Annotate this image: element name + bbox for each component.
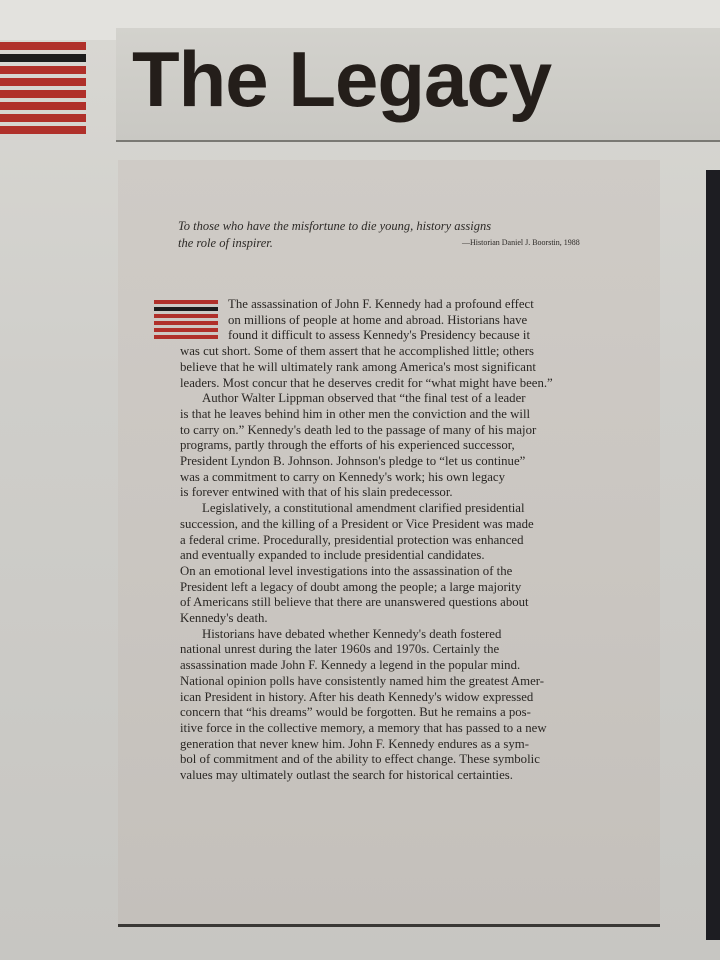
body-line: On an emotional level investigations into the assassination of the xyxy=(180,563,513,578)
body-text xyxy=(180,297,620,784)
quote-line-1: To those who have the misfortune to die young, history assigns xyxy=(178,219,492,233)
title-banner xyxy=(116,28,720,142)
body-line: was a commitment to carry on Kennedy's work; his own legacy xyxy=(180,469,505,484)
body-line: Author Walter Lippman observed that “the final test of a leader xyxy=(202,391,526,406)
quote-attribution: —Historian Daniel J. Boorstin, 1988 xyxy=(462,238,580,247)
body-line: national unrest during the later 1960s and 1970s. Certainly the xyxy=(180,642,500,657)
body-line: found it difficult to assess Kennedy's Presidency because it xyxy=(228,328,531,343)
body-line: President left a legacy of doubt among the people; a large majority xyxy=(180,579,522,594)
page-title: The Legacy xyxy=(132,35,552,123)
body-line: National opinion polls have consistently named him the greatest Amer- xyxy=(180,673,545,688)
body-line: Historians have debated whether Kennedy's death fostered xyxy=(202,626,502,641)
body-line: itive force in the collective memory, a memory that has passed to a new xyxy=(180,720,547,735)
body-line: assassination made John F. Kennedy a legend in the popular mind. xyxy=(180,658,521,673)
body-line: The assassination of John F. Kennedy had a profound effect xyxy=(228,297,534,311)
body-line: values may ultimately outlast the search for historical certainties. xyxy=(180,768,513,783)
body-line: succession, and the killing of a President or Vice President was made xyxy=(180,516,534,531)
body-line: on millions of people at home and abroad. Historians have xyxy=(228,312,528,327)
body-line: ican President in history. After his death Kennedy's widow expressed xyxy=(180,689,534,704)
body-line: believe that he will ultimately rank among America's most significant xyxy=(180,359,536,374)
body-line: leaders. Most concur that he deserves credit for “what might have been.” xyxy=(180,375,553,390)
decorative-stripes xyxy=(0,42,86,142)
body-line: President Lyndon B. Johnson. Johnson's pledge to “let us continue” xyxy=(180,454,526,469)
body-line: and eventually expanded to include presidential candidates. xyxy=(180,548,485,563)
adjacent-panel-edge xyxy=(706,170,720,940)
body-line: is forever entwined with that of his slain predecessor. xyxy=(180,485,453,500)
body-line: of Americans still believe that there are unanswered questions about xyxy=(180,595,529,610)
body-line: bol of commitment and of the ability to effect change. These symbolic xyxy=(180,752,540,767)
body-line: generation that never knew him. John F. Kennedy endures as a sym- xyxy=(180,736,530,751)
body-line: is that he leaves behind him in other men the conviction and the will xyxy=(180,406,531,421)
body-line: was cut short. Some of them assert that he accomplished little; others xyxy=(180,344,534,359)
quote-line-2: the role of inspirer. xyxy=(178,236,273,250)
body-line: Kennedy's death. xyxy=(180,611,268,626)
body-line: concern that “his dreams” would be forgotten. But he remains a pos- xyxy=(180,705,531,720)
body-line: to carry on.” Kennedy's death led to the passage of many of his major xyxy=(180,422,537,437)
body-line: programs, partly through the efforts of his experienced successor, xyxy=(180,438,515,453)
text-panel xyxy=(118,160,660,927)
body-line: Legislatively, a constitutional amendment clarified presidential xyxy=(202,501,525,516)
body-line: a federal crime. Procedurally, presidential protection was enhanced xyxy=(180,532,524,547)
